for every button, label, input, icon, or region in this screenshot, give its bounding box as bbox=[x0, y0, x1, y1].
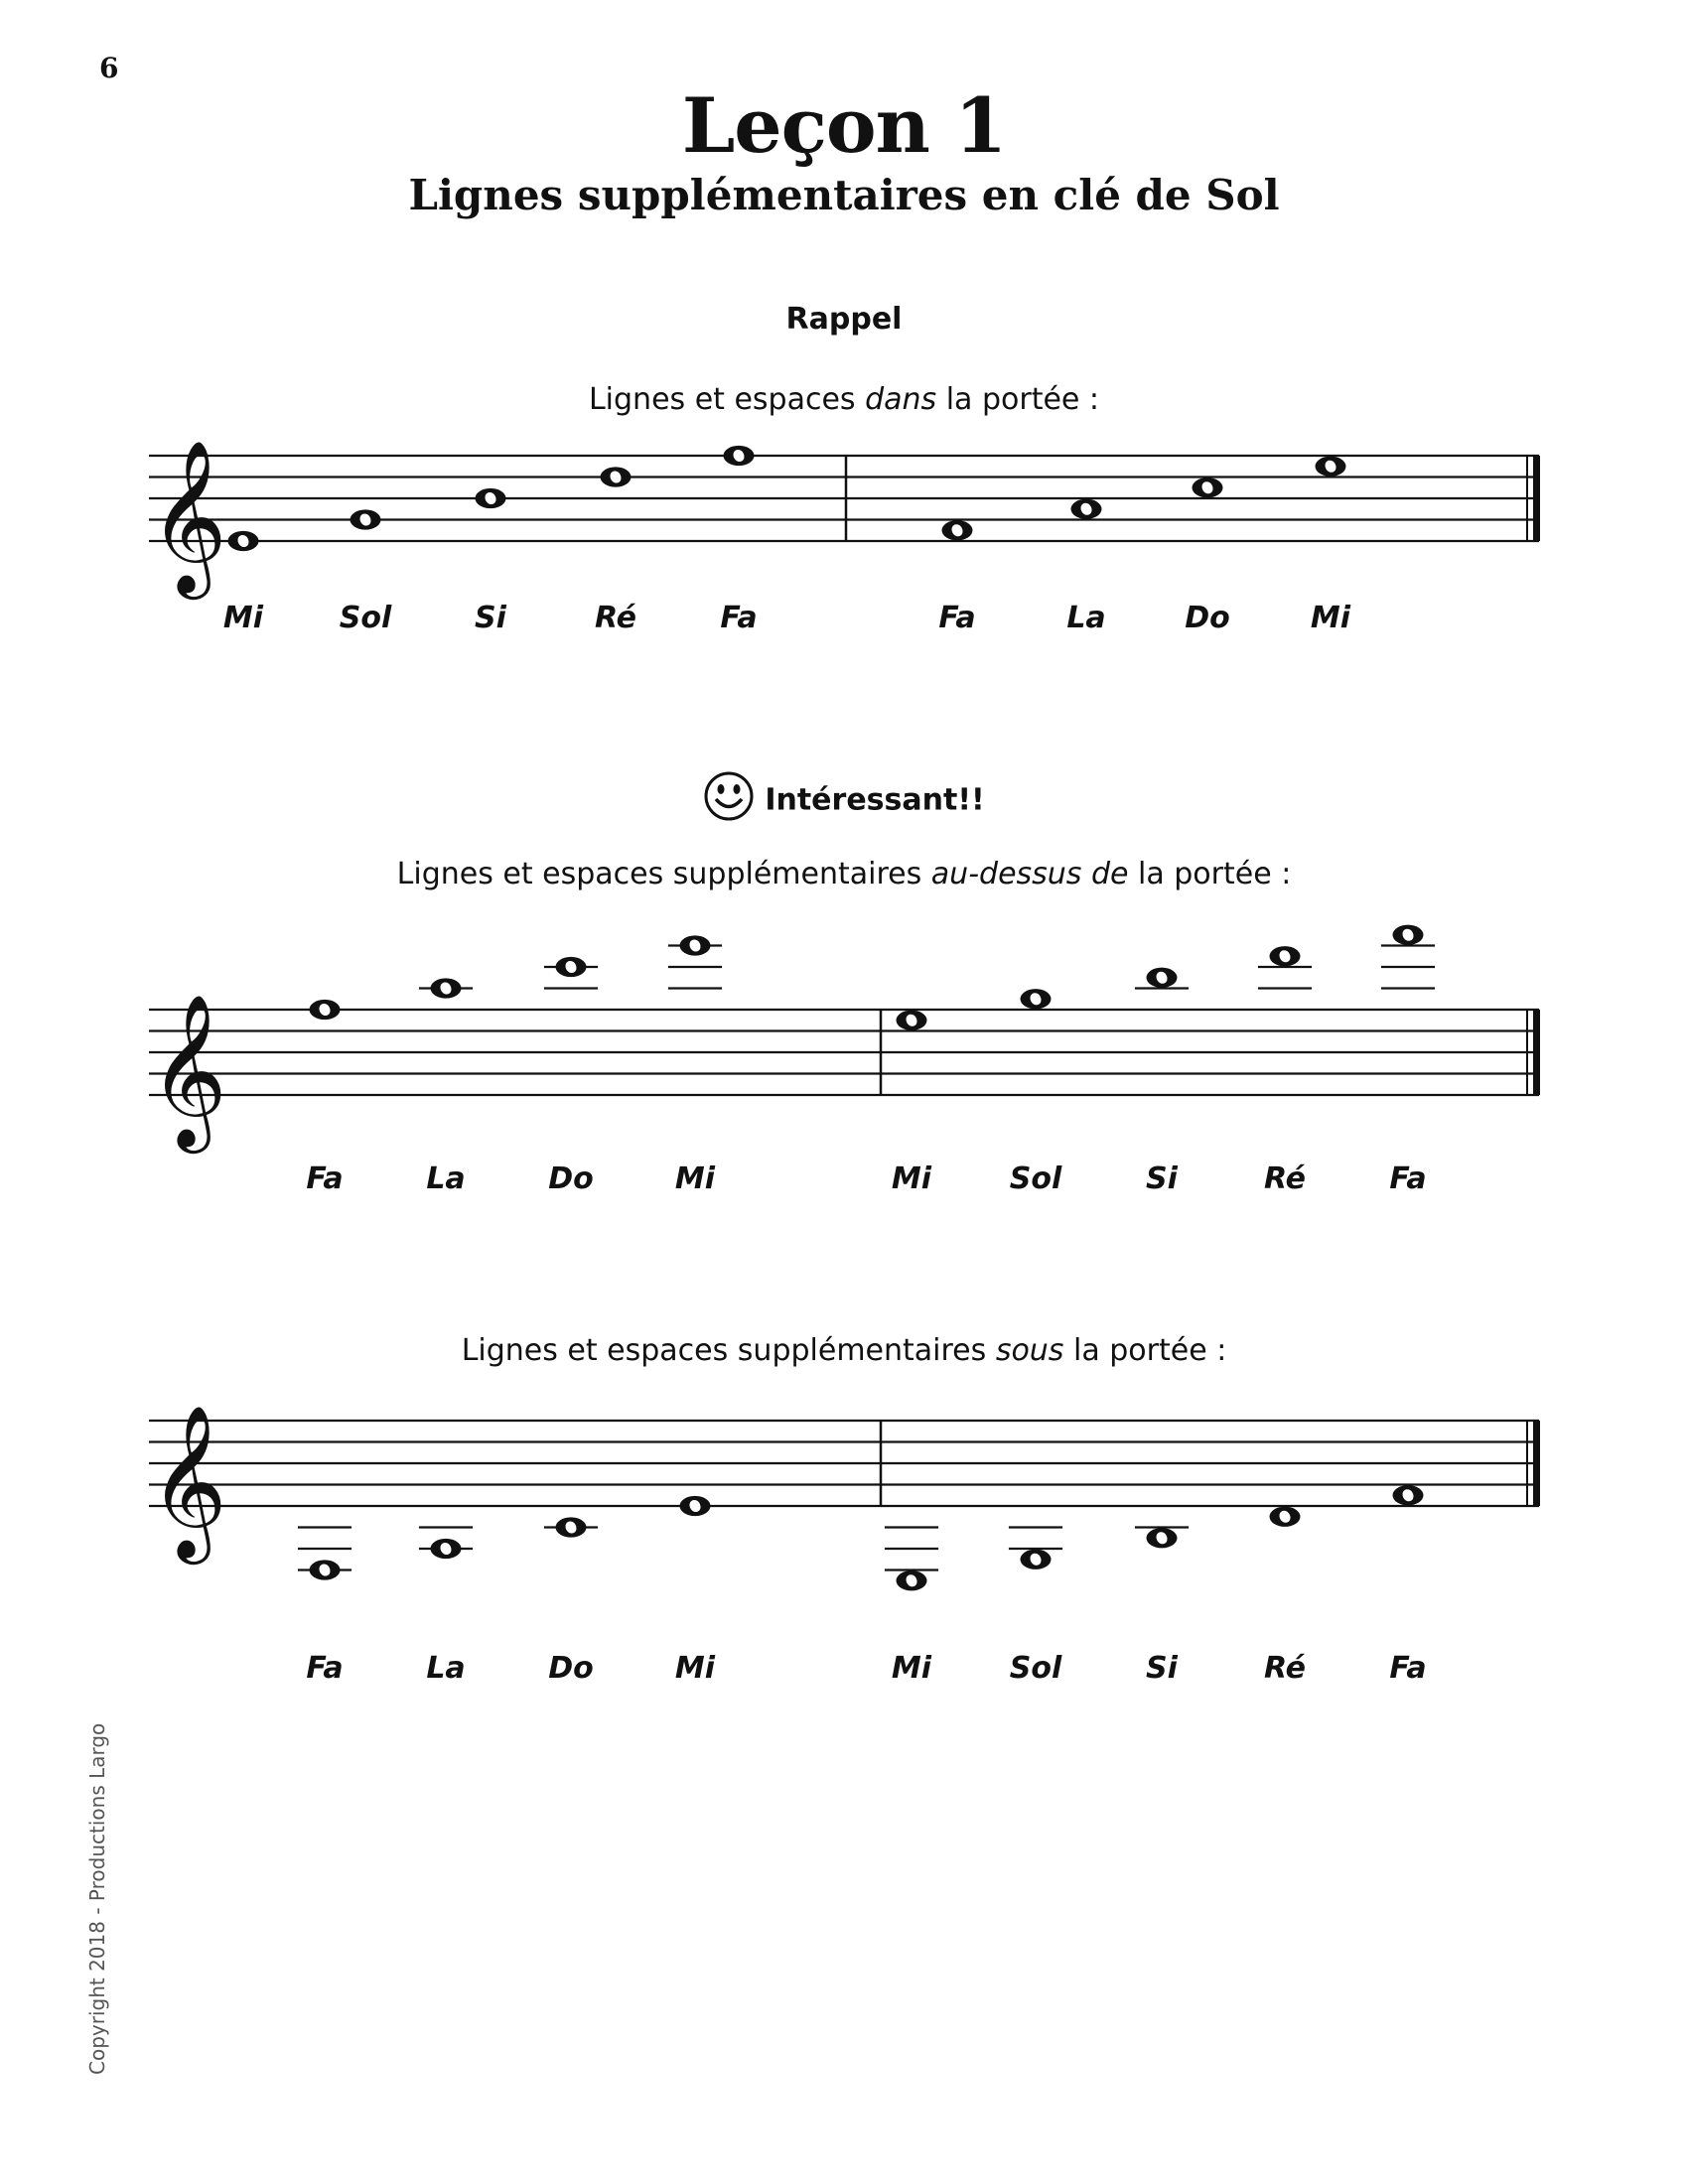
caption-part: la portée : bbox=[1128, 857, 1292, 891]
note-name: Sol bbox=[339, 601, 392, 635]
whole-note bbox=[1193, 478, 1223, 497]
above-caption bbox=[0, 857, 1688, 891]
caption-part: la portée : bbox=[1063, 1333, 1227, 1368]
whole-note bbox=[897, 1011, 927, 1030]
note-name: Mi bbox=[674, 1651, 716, 1686]
whole-note bbox=[544, 957, 598, 989]
rappel-heading: Rappel bbox=[785, 302, 903, 337]
note-name: Do bbox=[548, 1651, 594, 1686]
note-name: Fa bbox=[306, 1161, 344, 1196]
final-bar-thick bbox=[1533, 456, 1540, 541]
smiley-face-icon bbox=[703, 770, 755, 830]
treble-clef-icon: 𝄞 bbox=[149, 439, 227, 594]
whole-note bbox=[1393, 1485, 1424, 1505]
caption-part: Lignes et espaces supplémentaires bbox=[461, 1333, 996, 1368]
note-name: Si bbox=[475, 601, 506, 635]
whole-note bbox=[1009, 1528, 1062, 1570]
whole-note bbox=[1071, 499, 1102, 519]
treble-clef-icon: 𝄞 bbox=[149, 993, 227, 1148]
caption-emphasis: au-dessus de bbox=[930, 857, 1129, 891]
caption-emphasis: sous bbox=[995, 1333, 1064, 1368]
note-name: Si bbox=[1146, 1651, 1178, 1686]
page-number: 6 bbox=[99, 52, 119, 84]
whole-note bbox=[680, 1496, 711, 1516]
note-name: La bbox=[426, 1651, 466, 1686]
whole-note bbox=[1270, 1507, 1301, 1527]
whole-note bbox=[724, 446, 755, 466]
note-name: Fa bbox=[720, 601, 758, 635]
rappel-staff bbox=[0, 397, 1688, 655]
interesting-callout bbox=[0, 770, 1688, 830]
note-name: Fa bbox=[1389, 1161, 1427, 1196]
above-staff bbox=[0, 893, 1688, 1231]
whole-note bbox=[351, 509, 381, 529]
caption-emphasis: dans bbox=[865, 382, 937, 417]
note-name: Mi bbox=[891, 1161, 932, 1196]
whole-note bbox=[419, 978, 473, 998]
note-name: Sol bbox=[1009, 1161, 1062, 1196]
final-bar-thick bbox=[1533, 1010, 1540, 1095]
caption-part: Lignes et espaces bbox=[588, 382, 866, 417]
below-staff bbox=[0, 1380, 1688, 1707]
whole-note bbox=[419, 1528, 473, 1560]
treble-clef-icon: 𝄞 bbox=[149, 1404, 227, 1559]
whole-note bbox=[1135, 1528, 1189, 1549]
whole-note bbox=[1021, 989, 1052, 1009]
whole-note bbox=[1316, 457, 1346, 477]
whole-note bbox=[1258, 946, 1312, 988]
whole-note bbox=[1381, 925, 1435, 989]
whole-note bbox=[310, 1000, 341, 1020]
note-name: Ré bbox=[595, 601, 636, 635]
note-name: Fa bbox=[1389, 1651, 1427, 1686]
note-name: Do bbox=[1185, 601, 1230, 635]
note-name: Sol bbox=[1009, 1651, 1062, 1686]
whole-note bbox=[942, 520, 973, 540]
whole-note bbox=[885, 1528, 938, 1591]
note-name: La bbox=[1066, 601, 1106, 635]
below-caption bbox=[0, 1333, 1688, 1368]
whole-note bbox=[228, 531, 259, 551]
note-name: La bbox=[426, 1161, 466, 1196]
whole-note bbox=[544, 1517, 598, 1537]
lesson-subtitle: Lignes supplémentaires en clé de Sol bbox=[408, 171, 1280, 219]
whole-note bbox=[1135, 968, 1189, 989]
note-name: Si bbox=[1146, 1161, 1178, 1196]
whole-note bbox=[668, 935, 722, 988]
final-bar-thick bbox=[1533, 1421, 1540, 1506]
note-name: Ré bbox=[1264, 1651, 1306, 1686]
copyright-notice: Copyright 2018 - Productions Largo bbox=[85, 1722, 109, 2075]
note-name: Mi bbox=[891, 1651, 932, 1686]
note-name: Ré bbox=[1264, 1161, 1306, 1196]
note-name: Mi bbox=[1310, 601, 1351, 635]
interesting-label: Intéressant!! bbox=[765, 782, 985, 818]
whole-note bbox=[476, 488, 506, 508]
caption-part: Lignes et espaces supplémentaires bbox=[396, 857, 931, 891]
whole-note bbox=[298, 1528, 352, 1580]
note-name: Mi bbox=[222, 601, 264, 635]
note-name: Mi bbox=[674, 1161, 716, 1196]
whole-note bbox=[601, 467, 632, 486]
note-name: Fa bbox=[938, 601, 976, 635]
caption-part: la portée : bbox=[936, 382, 1100, 417]
note-name: Do bbox=[548, 1161, 594, 1196]
lesson-title: Leçon 1 bbox=[681, 81, 1007, 170]
note-name: Fa bbox=[306, 1651, 344, 1686]
